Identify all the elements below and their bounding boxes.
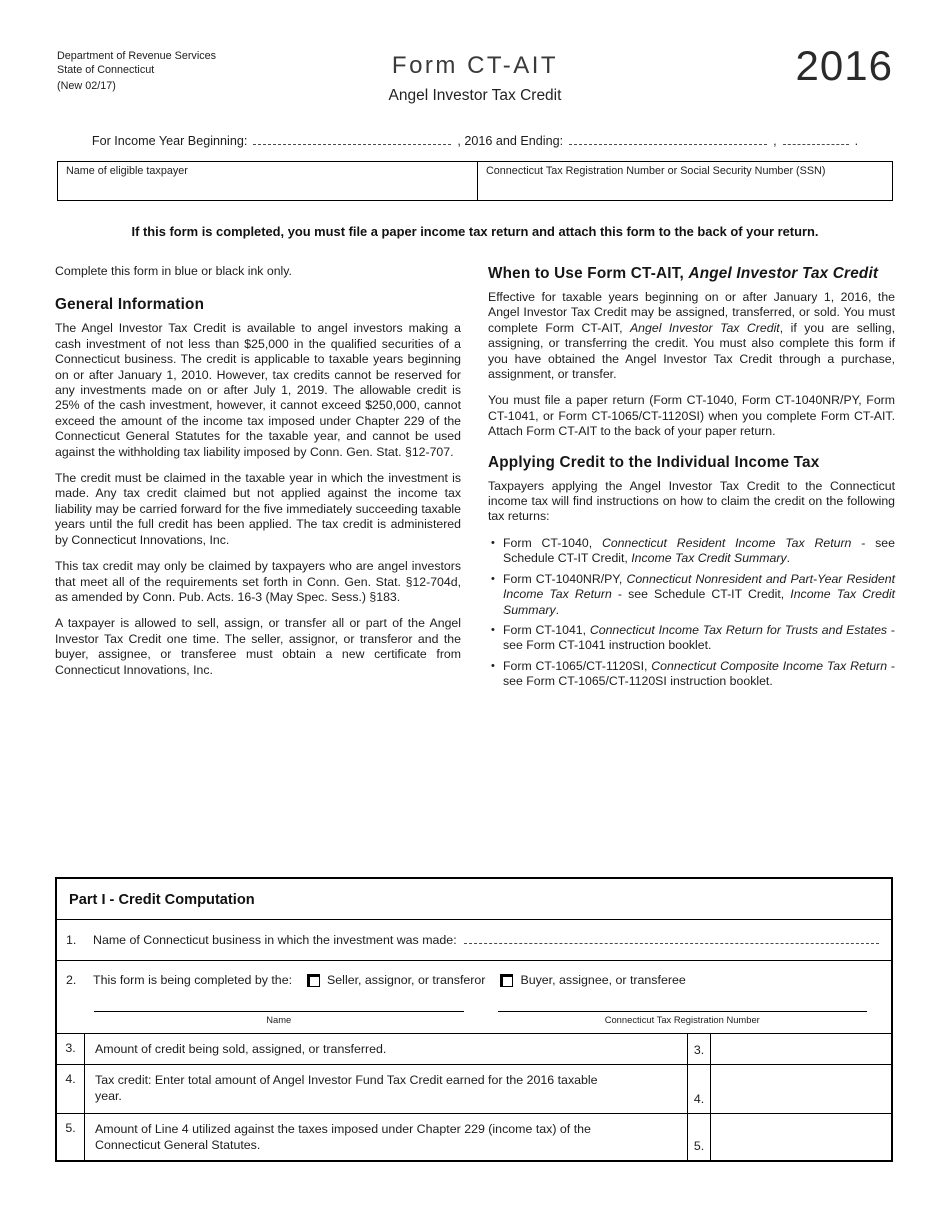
line2-signature-lines [94,1011,867,1025]
income-year-begin-label: For Income Year Beginning: [91,134,248,148]
when-to-use-paragraph-2: You must file a paper return (Form CT-1040, Form CT-1040NR/PY, Form CT-1041, or Form CT-1065/CT-1120SI) when you complete Form CT-AIT. Attach Form CT-AIT to the back of your paper return. [488,393,895,439]
title-block [389,52,562,105]
name-entry-block [94,1011,464,1025]
agency-line-1: Department of Revenue Services [57,50,217,62]
line3-number: 3. [57,1034,85,1064]
line4-row [57,1064,891,1113]
name-caption: Name [266,1014,292,1025]
line4-label: Tax credit: Enter total amount of Angel Investor Fund Tax Credit earned for the 2016 taxable year. [95,1073,598,1103]
tax-registration-ssn-field[interactable] [478,162,892,200]
line3-ref: 3. [687,1034,710,1064]
line2-number: 2. [66,973,77,987]
income-year-ending-year-input[interactable] [783,132,849,145]
line4-number: 4. [57,1065,85,1113]
general-info-paragraph-2: The credit must be claimed in the taxable year in which the investment is made. Any tax credit claimed but not applied against the income tax liability may be carried forward for the five immediately succeeding taxable years until the full credit has been applied. The tax credit is administered by Connecticut Innovations, Inc. [55,471,461,547]
line5-description [85,1114,687,1160]
line2-label: This form is being completed by the: [93,973,293,987]
agency-line-2: State of Connecticut [57,63,155,76]
ink-instruction: Complete this form in blue or black ink only. [55,264,292,278]
buyer-checkbox[interactable] [500,974,513,987]
list-item: • Form CT-1040NR/PY, Connecticut Nonresident and Part-Year Resident Income Tax Return - see Schedule CT-IT Credit, Income Tax Credit Summary. [488,572,895,618]
line5-ref: 5. [687,1114,710,1160]
form-revision: (New 02/17) [57,80,116,92]
eligible-taxpayer-name-field[interactable] [58,162,478,200]
part1-credit-computation-table [55,877,893,1162]
list-item: • Form CT-1065/CT-1120SI, Connecticut Composite Income Tax Return - see Form CT-1065/CT-1120SI instruction booklet. [488,659,895,690]
applying-credit-heading: Applying Credit to the Individual Income Tax [488,453,820,471]
form-header [0,0,950,105]
seller-checkbox[interactable] [307,974,320,987]
when-to-use-heading: When to Use Form CT-AIT, Angel Investor Tax Credit [488,265,879,282]
line1-label: Name of Connecticut business in which the investment was made: [93,933,457,947]
tax-return-list [488,536,895,690]
income-year-mid-label: , 2016 and Ending: [457,134,564,148]
when-to-use-paragraph-1: Effective for taxable years beginning on or after January 1, 2016, the Angel Investor Tax Credit may be assigned, transferred, or sold. You must complete Form CT-AIT, Angel Investor Tax Credit, if you are selling, assigning, or transferring the credit. You must also complete this form if you have obtained the Angel Investor Tax Credit through a purchase, assignment, or transfer. [488,290,896,382]
line3-row [57,1033,891,1064]
part1-title: Part I - Credit Computation [69,892,255,908]
form-subtitle: Angel Investor Tax Credit [388,87,562,104]
applying-credit-paragraph: Taxpayers applying the Angel Investor Tax Credit to the Connecticut income tax will find instructions on how to claim the credit on the following tax returns: [488,478,895,524]
registration-entry-block [498,1011,868,1025]
seller-option-label: Seller, assignor, or transferor [327,973,486,987]
when-to-use-column [488,264,895,695]
eligible-taxpayer-name-label: Name of eligible taxpayer [66,165,188,177]
line1-row [57,919,891,960]
list-item: • Form CT-1041, Connecticut Income Tax Return for Trusts and Estates - see Form CT-1041 instruction booklet. [488,623,895,654]
business-name-input[interactable] [464,933,879,944]
form-title: Form CT-AIT [391,52,559,79]
line2-options-row [66,973,881,987]
line4-ref: 4. [687,1065,710,1113]
general-info-paragraph-1: The Angel Investor Tax Credit is available to angel investors making a cash investment of not less than $25,000 in the qualified securities of a Connecticut business. The credit is applicable to taxable years beginning on or after January 1, 2010. However, tax credits cannot be reserved for any investments made on or after July 1, 2019. The allowable credit is 25% of the cash investment, however, it cannot exceed $250,000, cannot exceed the amount of the income tax imposed under Chapter 229 of the Connecticut General Statutes for the taxable year, and cannot be used against the withholding tax liability imposed by Conn. Gen. Stat. §12-707. [55,321,461,459]
line3-label: Amount of credit being sold, assigned, or transferred. [95,1042,387,1056]
line3-description [85,1034,687,1064]
general-info-paragraph-4: A taxpayer is allowed to sell, assign, or transfer all or part of the Angel Investor Tax Credit one time. The seller, assignor, or transferor and the buyer, assignee, or transferee must obtain a new certificate from Connecticut Innovations, Inc. [55,616,461,677]
line5-amount-field[interactable] [710,1114,891,1160]
general-information-column [55,264,461,695]
paper-return-notice: If this form is completed, you must file a paper income tax return and attach this form to the back of your return. [131,224,819,239]
form-year: 2016 [795,42,893,89]
list-item: • Form CT-1040, Connecticut Resident Income Tax Return - see Schedule CT-IT Credit, Income Tax Credit Summary. [488,536,895,567]
line4-description [85,1065,687,1113]
income-year-comma: , [773,134,777,148]
registration-number-caption: Connecticut Tax Registration Number [604,1014,760,1025]
general-info-paragraph-3: This tax credit may only be claimed by taxpayers who are angel investors that meet all of the requirements set forth in Conn. Gen. Stat. §12-704d, as amended by Conn. Pub. Acts. 16-3 (May Spec. Sess.) §183. [55,559,461,604]
income-year-line [0,132,950,148]
line5-number: 5. [57,1114,85,1160]
line5-row [57,1113,891,1160]
income-year-period: . [854,134,859,148]
line5-label: Amount of Line 4 utilized against the taxes imposed under Chapter 229 (income tax) of the Connecticut General Statutes. [95,1122,591,1152]
line3-amount-field[interactable] [710,1034,891,1064]
buyer-option-label: Buyer, assignee, or transferee [520,973,686,987]
line1-number: 1. [66,933,77,947]
instructions-columns [55,264,895,695]
income-year-begin-input[interactable] [253,132,451,145]
general-information-heading: General Information [55,296,205,314]
income-year-ending-input[interactable] [569,132,767,145]
tax-registration-ssn-label: Connecticut Tax Registration Number or Social Security Number (SSN) [486,165,826,177]
agency-block [57,50,282,94]
line2-row [57,960,891,1033]
taxpayer-info-box [57,161,893,201]
line4-amount-field[interactable] [710,1065,891,1113]
